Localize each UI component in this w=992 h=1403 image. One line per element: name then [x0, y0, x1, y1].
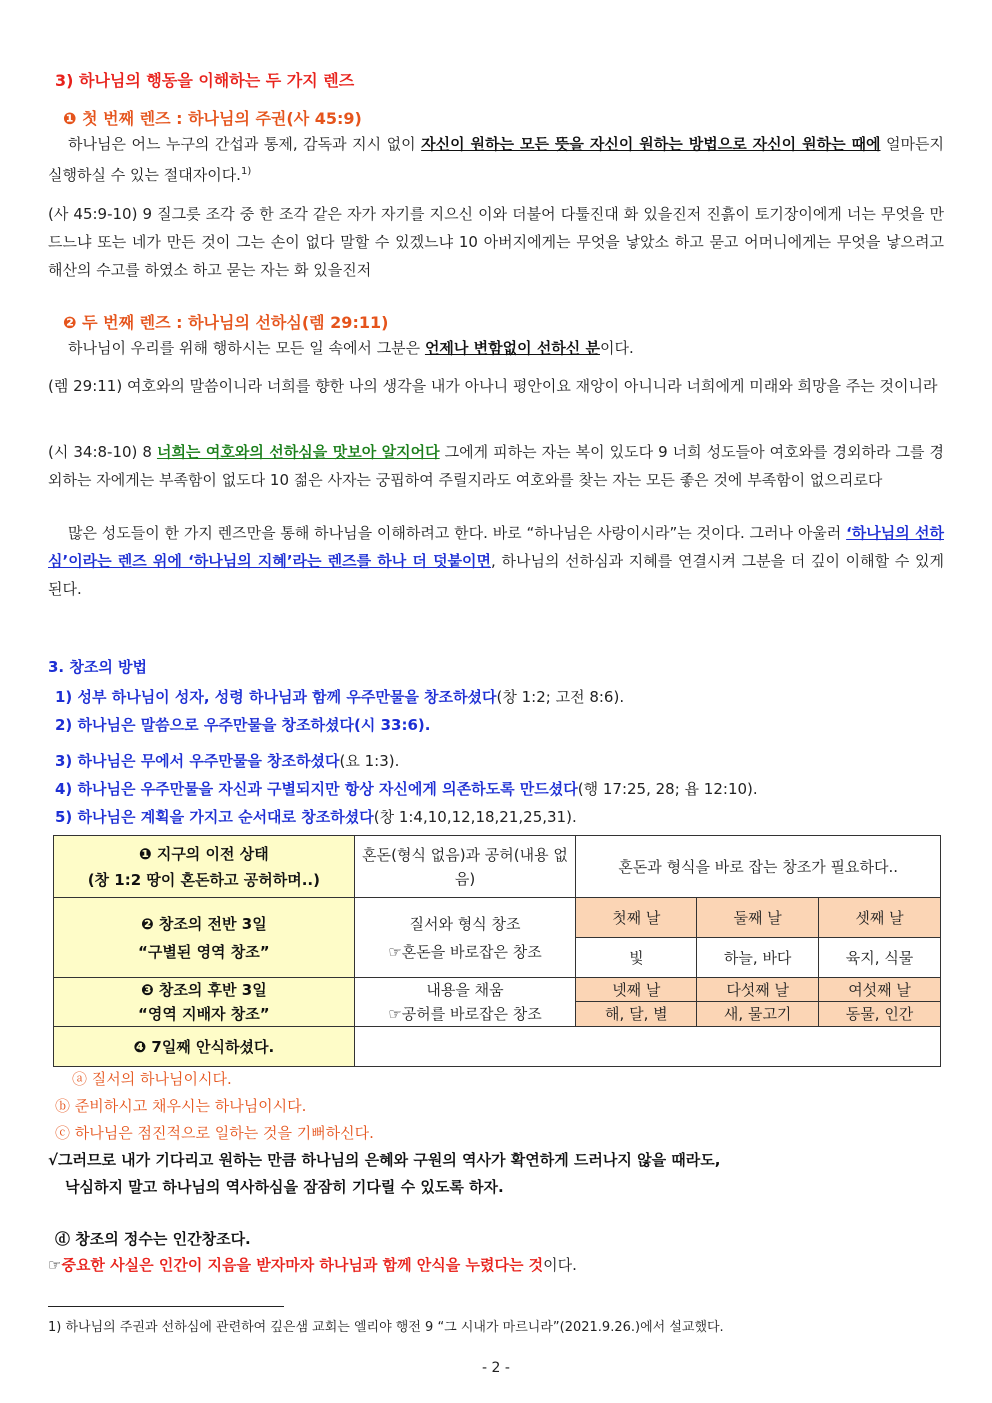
list-item-ref: (창 1:2; 고전 8:6). — [496, 688, 625, 706]
thing-cell: 하늘, 바다 — [697, 938, 819, 978]
lens-summary-paragraph — [48, 519, 944, 603]
table-row — [54, 898, 941, 938]
lens1-text-a: 하나님은 어느 누구의 간섭과 통제, 감독과 지시 없이 — [68, 135, 422, 153]
table-cell-second-half — [54, 978, 355, 1027]
table-row — [54, 1027, 941, 1067]
cell-title: ❷ 창조의 전반 3일 — [140, 914, 267, 933]
table-row — [54, 978, 941, 1002]
list-item — [55, 747, 758, 775]
footnote: 1) 하나님의 주권과 선하심에 관련하여 깊은샘 교회는 엘리야 행전 9 “그 시내가 마르니라”(2021.9.26.)에서 설교했다. — [48, 1320, 724, 1335]
note-d: ⓓ 창조의 정수는 인간창조다. — [55, 1230, 251, 1248]
page-number: - 2 - — [482, 1360, 510, 1376]
verse2-text: 그에게 피하는 자는 복이 있도다 9 너희 성도들아 여호와를 경외하라 그를 경외하는 자에게는 부족함이 없도다 10 젊은 사자는 궁핍하여 주릴지라도 여호와를 찾는 자는 모든 좋은 것에 부족함이 없으리로다 — [48, 443, 944, 489]
final-emphasis: 중요한 사실은 인간이 지음을 받자마자 하나님과 함께 안식을 누렸다는 것 — [61, 1256, 544, 1274]
table-cell-first-half — [54, 898, 355, 978]
note-b: ⓑ 준비하시고 채우시는 하나님이시다. — [55, 1097, 307, 1115]
table-cell-fill — [354, 978, 576, 1027]
note-a: ⓐ 질서의 하나님이시다. — [72, 1070, 232, 1088]
thing-cell: 해, 달, 별 — [576, 1001, 697, 1026]
thing-cell: 육지, 식물 — [819, 938, 941, 978]
summary-emphasis: ‘하나님의 선하심’이라는 렌즈 위에 ‘하나님의 지혜’라는 렌즈를 하나 더 덧붙이면 — [48, 524, 944, 570]
list-item-ref: (창 1:4,10,12,18,21,25,31). — [373, 808, 577, 826]
day-cell: 다섯째 날 — [697, 978, 819, 1002]
lens1-paragraph — [48, 130, 944, 189]
lens2-verse1: (렘 29:11) 여호와의 말씀이니라 너희를 향한 나의 생각을 내가 아나니 평안이요 재앙이 아니니라 너희에게 미래와 희망을 주는 것이니라 — [48, 377, 938, 395]
thing-cell: 새, 물고기 — [697, 1001, 819, 1026]
cell-title: ❶ 지구의 이전 상태 — [138, 844, 269, 863]
table-row — [54, 836, 941, 898]
footnote-ref[interactable]: 1) — [240, 166, 252, 177]
list-item-bold: 3) 하나님은 무에서 우주만물을 창조하셨다 — [55, 752, 340, 770]
note-check-2: 낙심하지 말고 하나님의 역사하심을 잠잠히 기다릴 수 있도록 하자. — [65, 1178, 504, 1196]
list-item — [55, 683, 758, 711]
cell-title: 질서와 형식 창조 — [409, 914, 521, 933]
note-final — [48, 1254, 577, 1275]
cell-title: 내용을 채움 — [426, 981, 504, 999]
table-cell-chaos: 혼돈(형식 없음)과 공허(내용 없음) — [354, 836, 576, 898]
day-cell: 둘째 날 — [697, 898, 819, 938]
day-cell: 여섯째 날 — [819, 978, 941, 1002]
list-item-bold: 4) 하나님은 우주만물을 자신과 구별되지만 항상 자신에게 의존하도록 만드셨다 — [55, 780, 578, 798]
lens1-text-b: 얼마든지 실행하실 수 있는 절대자이다. — [48, 135, 944, 184]
day-cell: 첫째 날 — [576, 898, 697, 938]
table-cell-prior-state — [54, 836, 355, 898]
pointing-hand-icon: ☞ — [48, 1256, 62, 1274]
verse2-emphasis: 너희는 여호와의 선하심을 맛보아 알지어다 — [156, 443, 440, 461]
list-item — [55, 803, 758, 831]
list-item — [55, 775, 758, 803]
section-heading-lenses: 3) 하나님의 행동을 이해하는 두 가지 렌즈 — [55, 71, 355, 90]
cell-title: ❸ 창조의 후반 3일 — [140, 981, 267, 999]
list-item — [55, 711, 758, 739]
table-cell-empty — [354, 1027, 940, 1067]
lens2-verse2 — [48, 438, 944, 494]
table-cell-need: 혼돈과 형식을 바로 잡는 창조가 필요하다.. — [576, 836, 941, 898]
list-item-ref: (행 17:25, 28; 욥 12:10). — [577, 780, 758, 798]
day-cell: 넷째 날 — [576, 978, 697, 1002]
cell-subtitle: (창 1:2 땅이 혼돈하고 공허하며..) — [87, 870, 320, 889]
cell-subtitle: “영역 지배자 창조” — [138, 1005, 270, 1023]
section-heading-creation: 3. 창조의 방법 — [48, 658, 148, 676]
verse2-ref: (시 34:8-10) 8 — [48, 443, 157, 461]
day-cell: 셋째 날 — [819, 898, 941, 938]
lens2-emphasis: 언제나 변함없이 선하신 분 — [424, 339, 600, 357]
footnote-divider — [48, 1306, 284, 1307]
lens1-emphasis: 자신이 원하는 모든 뜻을 자신이 원하는 방법으로 자신이 원하는 때에 — [421, 135, 881, 153]
summary-text-b: , 하나님의 선하심과 지혜를 연결시켜 그분을 더 깊이 이해할 수 있게 된다. — [48, 552, 944, 598]
thing-cell: 동물, 인간 — [819, 1001, 941, 1026]
list-item-ref: (요 1:3). — [339, 752, 400, 770]
cell-subtitle: ☞혼돈을 바로잡은 창조 — [388, 942, 542, 961]
list-item-bold: 5) 하나님은 계획을 가지고 순서대로 창조하셨다 — [55, 808, 374, 826]
lens1-title: ❶ 첫 번째 렌즈 : 하나님의 주권(사 45:9) — [63, 109, 362, 128]
note-c: ⓒ 하나님은 점진적으로 일하는 것을 기뻐하신다. — [55, 1124, 374, 1142]
list-item-bold: 2) 하나님은 말씀으로 우주만물을 창조하셨다(시 33:6). — [55, 716, 431, 734]
final-text: 이다. — [543, 1256, 577, 1274]
lens2-title: ❷ 두 번째 렌즈 : 하나님의 선하심(렘 29:11) — [63, 313, 389, 332]
lens2-text-b: 이다. — [600, 339, 634, 357]
creation-list — [55, 683, 758, 831]
list-item-bold: 1) 성부 하나님이 성자, 성령 하나님과 함께 우주만물을 창조하셨다 — [55, 688, 497, 706]
thing-cell: 빛 — [576, 938, 697, 978]
table-cell-order — [354, 898, 576, 978]
creation-table — [53, 835, 941, 1067]
cell-subtitle: ☞공허를 바로잡은 창조 — [388, 1005, 542, 1023]
lens1-verse: (사 45:9-10) 9 질그릇 조각 중 한 조각 같은 자가 자기를 지으신 이와 더불어 다툴진대 화 있을진저 진흙이 토기장이에게 너는 무엇을 만드느냐 또는 네가 만든 것이 그는 손이 없다 말할 수 있겠느냐 10 아버지에게는 무엇을 낳았소 하고 묻고 어머니에게는 무엇을 낳으려고 해산의 수고를 하였소 하고 묻는 자는 화 있을진저 — [48, 205, 944, 279]
lens2-paragraph — [48, 334, 944, 362]
cell-subtitle: “구별된 영역 창조” — [138, 942, 270, 961]
summary-text-a: 많은 성도들이 한 가지 렌즈만을 통해 하나님을 이해하려고 한다. 바로 “하나님은 사랑이시라”는 것이다. 그러나 아울러 — [68, 524, 847, 542]
lens2-text-a: 하나님이 우리를 위해 행하시는 모든 일 속에서 그분은 — [68, 339, 425, 357]
note-check-1: √그러므로 내가 기다리고 원하는 만큼 하나님의 은혜와 구원의 역사가 확연하게 드러나지 않을 때라도, — [48, 1151, 721, 1169]
table-cell-rest: ❹ 7일째 안식하셨다. — [54, 1027, 355, 1067]
